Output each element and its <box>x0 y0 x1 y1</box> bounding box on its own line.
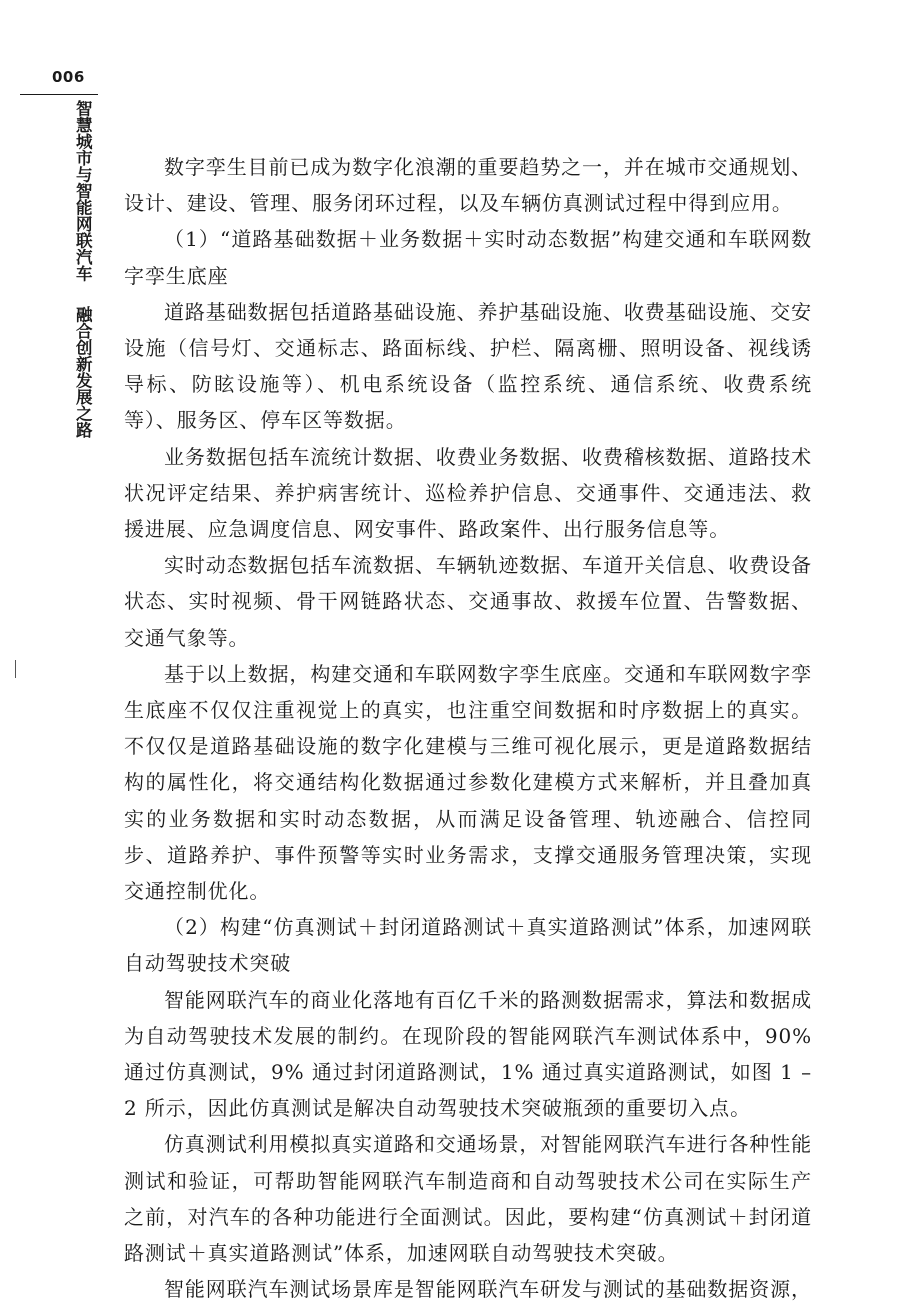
paragraph: 实时动态数据包括车流数据、车辆轨迹数据、车道开关信息、收费设备状态、实时视频、骨干网链路状态、交通事故、救援车位置、告警数据、交通气象等。 <box>124 553 812 650</box>
paragraph: 数字孪生目前已成为数字化浪潮的重要趋势之一，并在城市交通规划、设计、建设、管理、服务闭环过程，以及车辆仿真测试过程中得到应用。 <box>124 155 812 216</box>
section-heading-2: （2）构建“仿真测试＋封闭道路测试＋真实道路测试”体系，加速网联自动驾驶技术突破 <box>124 915 812 976</box>
paragraph: 业务数据包括车流统计数据、收费业务数据、收费稽核数据、道路技术状况评定结果、养护病害统计、巡检养护信息、交通事件、交通违法、救援进展、应急调度信息、网安事件、路政案件、出行服务信息等。 <box>124 444 812 542</box>
running-title-main: 智慧城市与智能网联汽车 <box>73 100 93 282</box>
margin-mark <box>15 660 16 678</box>
paragraph: 智能网联汽车的商业化落地有百亿千米的路测数据需求，算法和数据成为自动驾驶技术发展的制约。在现阶段的智能网联汽车测试体系中，90% 通过仿真测试，9% 通过封闭道路测试，1% 通过真实道路测试，如图 1 – 2 所示，因此仿真测试是解决自动驾驶技术突破瓶颈的重要切入点。 <box>124 987 812 1121</box>
paragraph: 智能网联汽车测试场景库是智能网联汽车研发与测试的基础数据资源， <box>164 1277 812 1302</box>
body-text <box>124 149 812 1308</box>
running-title <box>72 100 92 438</box>
paragraph: 道路基础数据包括道路基础设施、养护基础设施、收费基础设施、交安设施（信号灯、交通标志、路面标线、护栏、隔离栅、照明设备、视线诱导标、防眩设施等）、机电系统设备（监控系统、通信系统、收费系统等）、服务区、停车区等数据。 <box>124 299 812 433</box>
section-heading-1: （1）“道路基础数据＋业务数据＋实时动态数据”构建交通和车联网数字孪生底座 <box>124 227 812 288</box>
paragraph: 仿真测试利用模拟真实道路和交通场景，对智能网联汽车进行各种性能测试和验证，可帮助智能网联汽车制造商和自动驾驶技术公司在实际生产之前，对汽车的各种功能进行全面测试。因此，要构建“仿真测试＋封闭道路测试＋真实道路测试”体系，加速网联自动驾驶技术突破。 <box>124 1132 812 1266</box>
page-number: 006 <box>52 68 85 86</box>
header-divider <box>20 94 98 95</box>
paragraph: 基于以上数据，构建交通和车联网数字孪生底座。交通和车联网数字孪生底座不仅仅注重视觉上的真实，也注重空间数据和时序数据上的真实。不仅仅是道路基础设施的数字化建模与三维可视化展示，更是道路数据结构的属性化，将交通结构化数据通过参数化建模方式来解析，并且叠加真实的业务数据和实时动态数据，从而满足设备管理、轨迹融合、信控同步、道路养护、事件预警等实时业务需求，支撑交通服务管理决策，实现交通控制优化。 <box>124 661 812 904</box>
running-title-sub: 融合创新发展之路 <box>73 305 93 438</box>
